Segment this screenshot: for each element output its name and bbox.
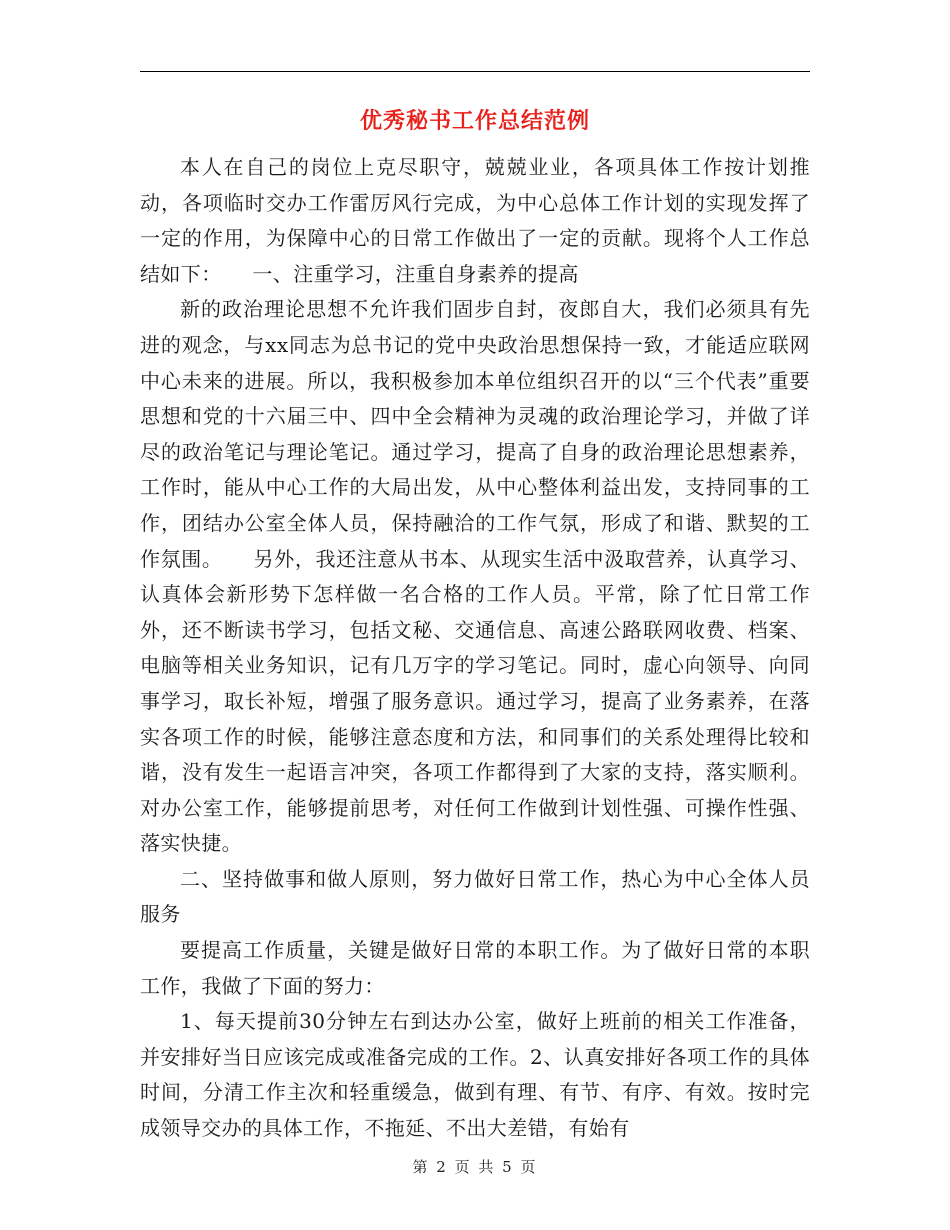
document-title: 优秀秘书工作总结范例: [359, 108, 590, 134]
paragraph-section-two-heading: 二、坚持做事和做人原则，努力做好日常工作，热心为中心全体人员服务: [140, 866, 810, 927]
paragraph-daily-items: 1、每天提前30分钟左右到达办公室，做好上班前的相关工作准备，并安排好当日应该完成或准备完成的工作。2、认真安排好各项工作的具体时间，分清工作主次和轻重缓急，做到有理、有节、有序、有效。按时完成领导交办的具体工作，不拖延、不出大差错，有始有: [140, 1009, 810, 1141]
header-rule: [140, 71, 810, 72]
paragraph-work-quality: 要提高工作质量，关键是做好日常的本职工作。为了做好日常的本职工作，我做了下面的努力：: [140, 938, 810, 998]
page-number: 第 2 页 共 5 页: [412, 1158, 538, 1176]
document-body: [140, 150, 810, 1147]
paragraph-study: 新的政治理论思想不允许我们固步自封，夜郎自大，我们必须具有先进的观念，与xx同志为总书记的党中央政治思想保持一致，才能适应联网中心未来的进展。所以，我积极参加本单位组织召开的以“三个代表”重要思想和党的十六届三中、四中全会精神为灵魂的政治理论学习，并做了详尽的政治笔记与理论笔记。通过学习，提高了自身的政治理论思想素养，工作时，能从中心工作的大局出发，从中心整体利益出发，支持同事的工作，团结办公室全体人员，保持融洽的工作气氛，形成了和谐、默契的工作氛围。 另外，我还注意从书本、从现实生活中汲取营养，认真学习、认真体会新形势下怎样做一名合格的工作人员。平常，除了忙日常工作外，还不断读书学习，包括文秘、交通信息、高速公路联网收费、档案、电脑等相关业务知识，记有几万字的学习笔记。同时，虚心向领导、向同事学习，取长补短，增强了服务意识。通过学习，提高了业务素养，在落实各项工作的时候，能够注意态度和方法，和同事们的关系处理得比较和谐，没有发生一起语言冲突，各项工作都得到了大家的支持，落实顺利。对办公室工作，能够提前思考，对任何工作做到计划性强、可操作性强、落实快捷。: [140, 297, 810, 856]
paragraph-intro: 本人在自己的岗位上克尽职守，兢兢业业，各项具体工作按计划推动，各项临时交办工作雷厉风行完成，为中心总体工作计划的实现发挥了一定的作用，为保障中心的日常工作做出了一定的贡献。现将个人工作总结如下： 一、注重学习，注重自身素养的提高: [140, 155, 810, 286]
